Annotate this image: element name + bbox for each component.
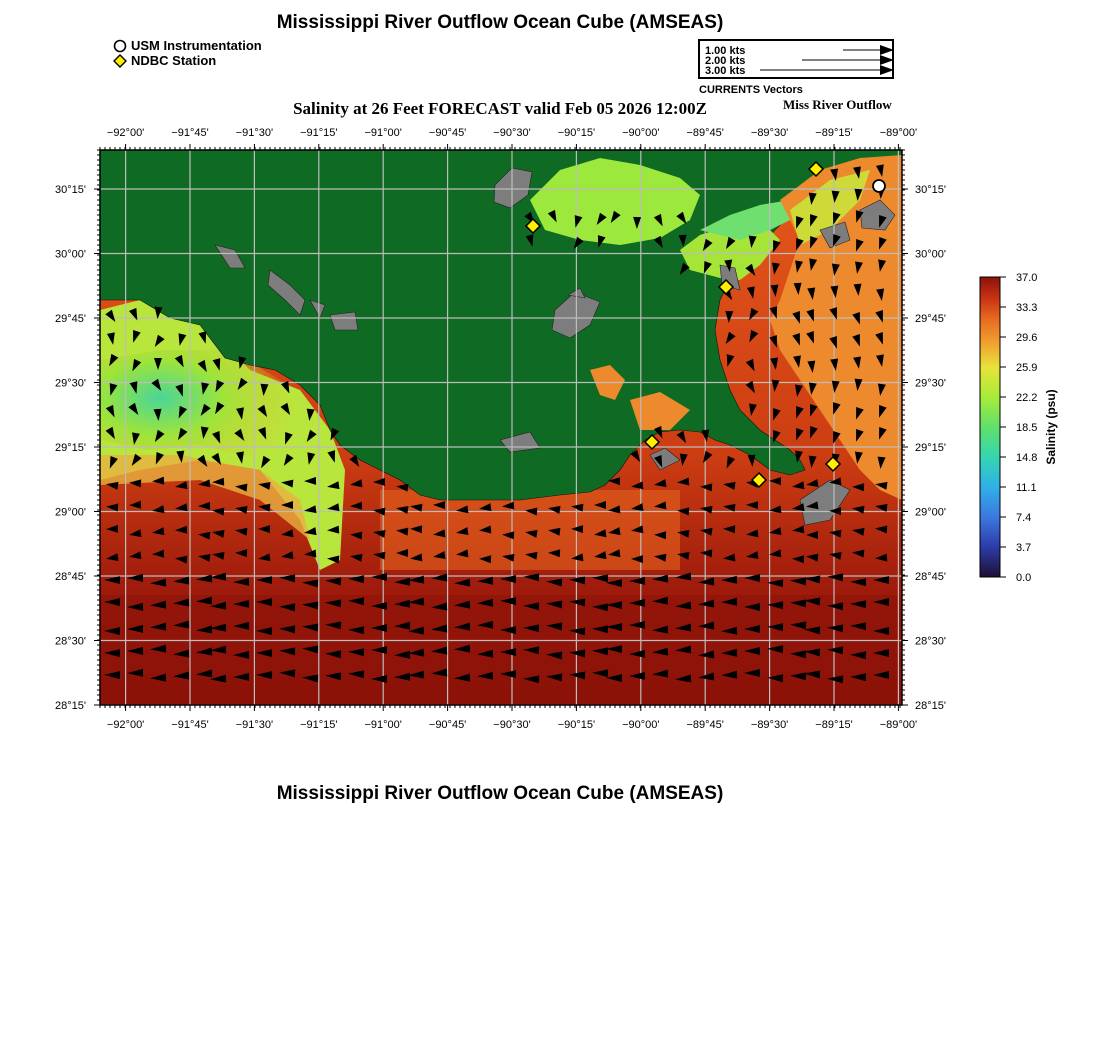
- lon-tick-label: −90°45': [428, 719, 467, 731]
- lat-tick-label: 30°15': [915, 184, 946, 196]
- lon-tick-label: −92°00': [106, 127, 145, 139]
- lon-tick-label: −91°15': [300, 719, 338, 731]
- bottom-title: Mississippi River Outflow Ocean Cube (AMSEAS): [276, 783, 724, 804]
- lon-tick-label: −91°30': [235, 127, 274, 139]
- lat-tick-label: 30°00': [55, 248, 86, 261]
- lon-tick-label: −89°30': [750, 127, 789, 139]
- colorbar-scale: [980, 277, 1000, 577]
- lat-tick-label: 28°30': [915, 635, 946, 648]
- lat-tick-label: 29°45': [55, 313, 86, 325]
- lat-tick-label: 28°15': [55, 700, 86, 712]
- lon-tick-label: −91°45': [171, 127, 209, 139]
- colorbar-tick-label: 37.0: [1016, 272, 1038, 284]
- legend-ndbc-label: NDBC Station: [131, 53, 217, 68]
- colorbar-tick-label: 7.4: [1016, 512, 1032, 524]
- map-title: Mississippi River Outflow Ocean Cube (AMSEAS): [276, 12, 724, 33]
- lon-tick-label: −91°30': [235, 719, 274, 731]
- lon-tick-label: −90°15': [557, 127, 596, 139]
- vector-key-row: 3.00 kts: [705, 65, 746, 77]
- lon-tick-label: −89°00': [879, 127, 918, 139]
- lon-tick-label: −90°30': [493, 719, 531, 731]
- vector-key-row: 2.00 kts: [705, 55, 746, 67]
- colorbar-label: Salinity (psu): [1044, 389, 1058, 465]
- colorbar-ticks: [1000, 272, 1037, 584]
- lat-tick-label: 29°15': [915, 442, 946, 454]
- lon-tick-label: −89°45': [686, 127, 724, 139]
- lat-tick-label: 29°00': [55, 506, 86, 519]
- colorbar-tick-label: 18.5: [1016, 422, 1038, 434]
- vector-key-caption: CURRENTS Vectors: [699, 84, 803, 96]
- lon-tick-label: −90°00': [622, 719, 660, 731]
- lon-tick-label: −89°15': [815, 127, 853, 139]
- vector-key-row: 1.00 kts: [705, 45, 746, 57]
- lat-tick-label: 28°45': [915, 571, 946, 583]
- lon-tick-label: −89°00': [879, 719, 918, 731]
- colorbar-tick-label: 29.6: [1016, 332, 1038, 344]
- region-label: Miss River Outflow: [783, 97, 892, 112]
- lat-tick-label: 30°15': [55, 184, 86, 196]
- colorbar-tick-label: 0.0: [1016, 572, 1032, 584]
- lat-tick-label: 29°00': [915, 506, 946, 519]
- colorbar-tick-label: 11.1: [1016, 482, 1037, 494]
- lat-tick-label: 29°30': [55, 377, 86, 390]
- lon-tick-label: −91°00': [364, 719, 402, 731]
- colorbar-tick-label: 25.9: [1016, 362, 1038, 374]
- map-subtitle: Salinity at 26 Feet FORECAST valid Feb 05 2026 12:00Z: [293, 99, 707, 118]
- lat-tick-label: 28°45': [55, 571, 86, 583]
- lon-tick-label: −90°30': [493, 127, 531, 139]
- lon-tick-label: −92°00': [106, 719, 145, 731]
- lon-tick-label: −90°45': [428, 127, 467, 139]
- lat-tick-label: 30°00': [915, 248, 946, 261]
- colorbar-tick-label: 14.8: [1016, 452, 1038, 464]
- lat-tick-label: 28°30': [55, 635, 86, 648]
- colorbar-tick-label: 33.3: [1016, 302, 1038, 314]
- lon-tick-label: −91°00': [364, 127, 402, 139]
- lat-tick-label: 29°45': [915, 313, 946, 325]
- lon-tick-label: −89°45': [686, 719, 724, 731]
- colorbar-tick-label: 22.2: [1016, 392, 1038, 404]
- lat-tick-label: 28°15': [915, 700, 946, 712]
- lat-tick-label: 29°30': [915, 377, 946, 390]
- lon-tick-label: −89°15': [815, 719, 853, 731]
- lat-tick-label: 29°15': [55, 442, 86, 454]
- lon-tick-label: −89°30': [750, 719, 789, 731]
- lon-tick-label: −90°15': [557, 719, 596, 731]
- lon-tick-label: −91°15': [300, 127, 338, 139]
- lon-tick-label: −90°00': [622, 127, 660, 139]
- lon-tick-label: −91°45': [171, 719, 209, 731]
- legend-usm-label: USM Instrumentation: [131, 38, 262, 53]
- colorbar-tick-label: 3.7: [1016, 542, 1032, 554]
